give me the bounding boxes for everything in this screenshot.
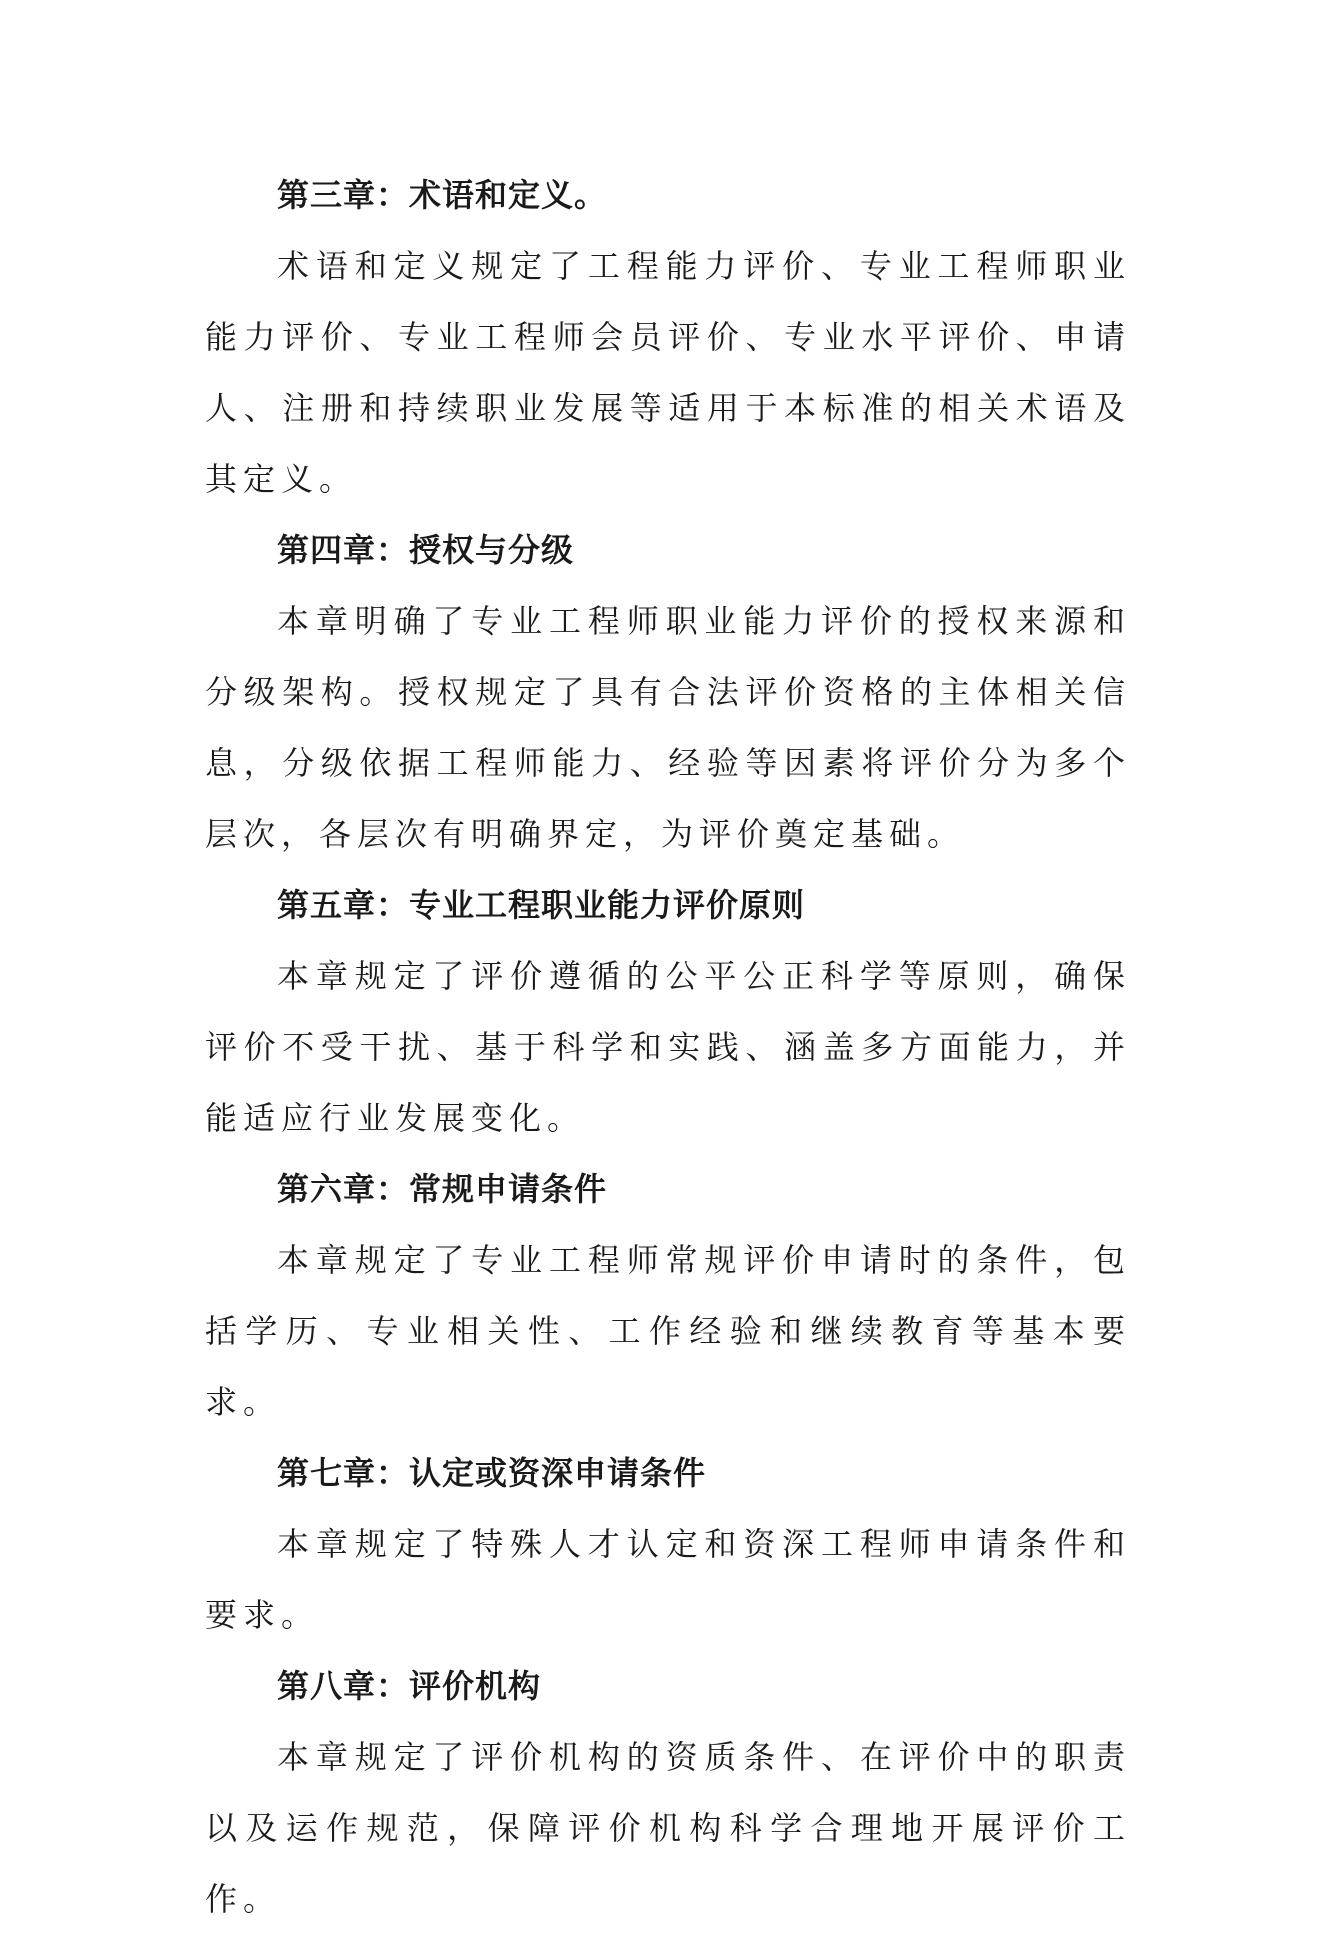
section-chapter-5 (205, 870, 1131, 1154)
chapter-heading: 第四章：授权与分级 (277, 531, 575, 569)
chapter-body: 术语和定义规定了工程能力评价、专业工程师职业能力评价、专业工程师会员评价、专业水平评价、申请人、注册和持续职业发展等适用于本标准的相关术语及其定义。 (205, 247, 1131, 498)
chapter-body: 本章规定了评价遵循的公平公正科学等原则，确保评价不受干扰、基于科学和实践、涵盖多方面能力，并能适应行业发展变化。 (205, 957, 1131, 1137)
chapter-body: 本章规定了特殊人才认定和资深工程师申请条件和要求。 (205, 1525, 1131, 1634)
chapter-heading: 第八章：评价机构 (277, 1667, 542, 1705)
chapter-heading: 第六章：常规申请条件 (277, 1170, 608, 1208)
chapter-heading: 第三章：术语和定义。 (277, 176, 608, 214)
section-chapter-8 (205, 1651, 1131, 1935)
section-chapter-6 (205, 1154, 1131, 1438)
section-chapter-7 (205, 1438, 1131, 1651)
chapter-body: 本章规定了专业工程师常规评价申请时的条件，包括学历、专业相关性、工作经验和继续教育等基本要求。 (205, 1241, 1131, 1421)
chapter-heading: 第七章：认定或资深申请条件 (277, 1454, 707, 1492)
chapter-heading: 第五章：专业工程职业能力评价原则 (277, 886, 806, 924)
section-chapter-4 (205, 515, 1131, 870)
chapter-body: 本章明确了专业工程师职业能力评价的授权来源和分级架构。授权规定了具有合法评价资格的主体相关信息，分级依据工程师能力、经验等因素将评价分为多个层次，各层次有明确界定，为评价奠定基础。 (205, 602, 1131, 853)
chapter-body: 本章规定了评价机构的资质条件、在评价中的职责以及运作规范，保障评价机构科学合理地开展评价工作。 (205, 1738, 1131, 1918)
section-chapter-3 (205, 160, 1131, 515)
document-page (205, 160, 1131, 1935)
